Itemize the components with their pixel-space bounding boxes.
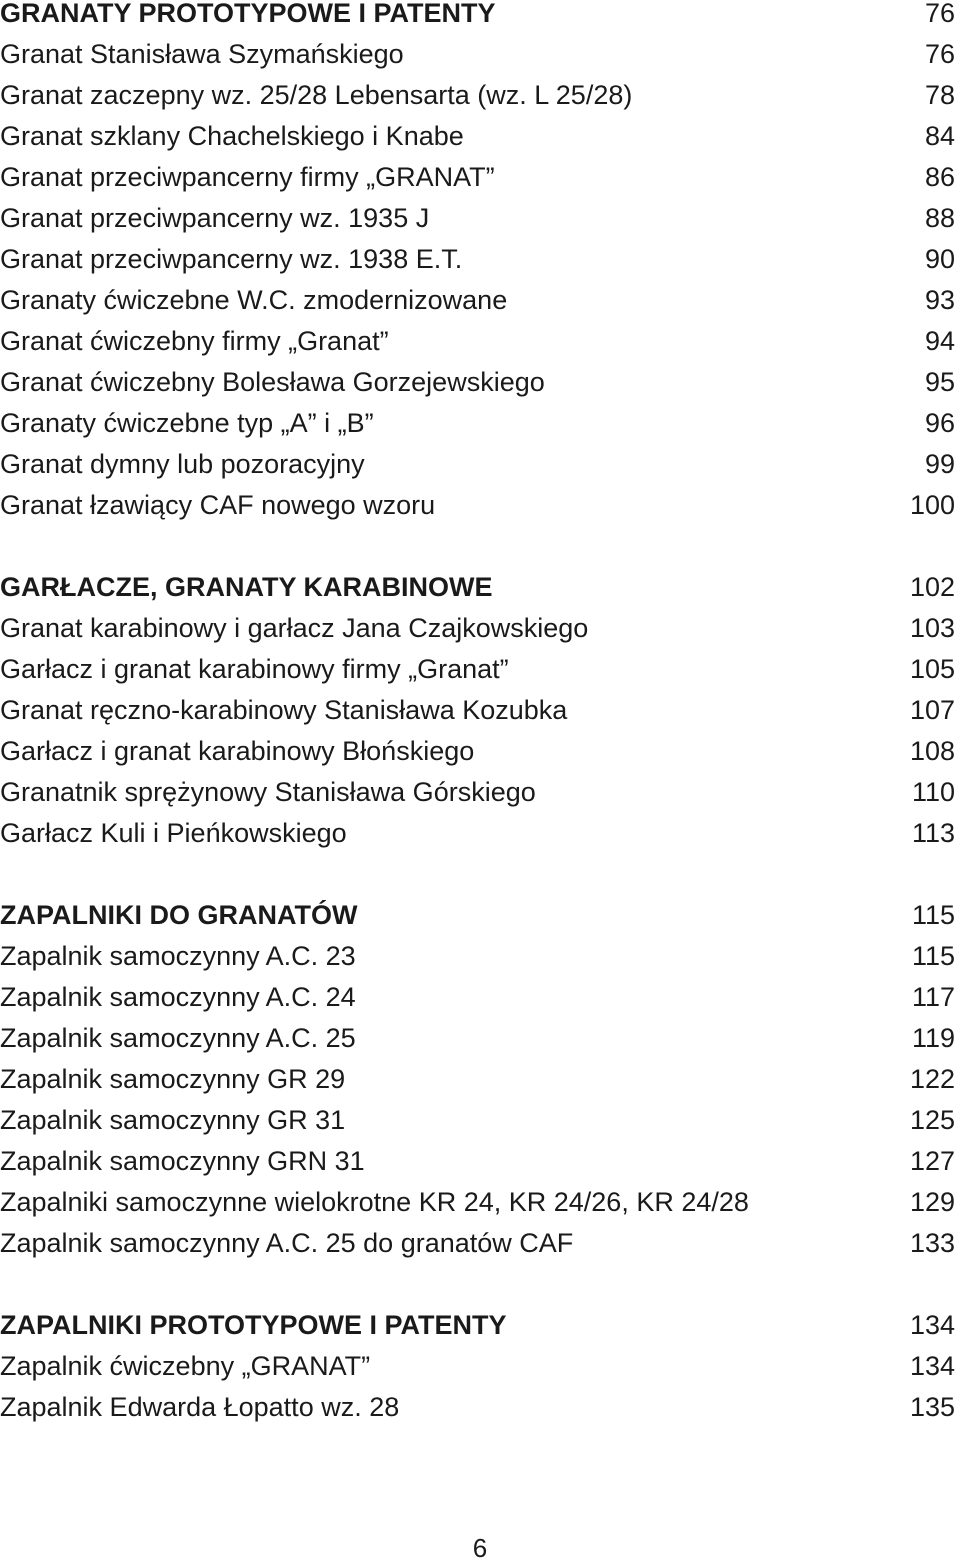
toc-entry-title: Granat przeciwpancerny wz. 1938 E.T. bbox=[0, 244, 463, 274]
toc-entry-title: Granatnik sprężynowy Stanisława Górskiego bbox=[0, 777, 536, 807]
section-heading-title: ZAPALNIKI DO GRANATÓW bbox=[0, 900, 358, 930]
toc-section bbox=[0, 0, 960, 526]
toc-entry-page: 133 bbox=[909, 1228, 955, 1258]
toc-entry-page: 113 bbox=[911, 818, 955, 848]
toc-entry bbox=[0, 1223, 960, 1264]
section-heading bbox=[0, 895, 960, 936]
toc-entry bbox=[0, 1387, 960, 1428]
toc-entry bbox=[0, 1059, 960, 1100]
section-heading-page: 134 bbox=[909, 1310, 955, 1340]
section-heading bbox=[0, 1305, 960, 1346]
section-heading-page: 76 bbox=[924, 0, 955, 28]
toc-entry-page: 134 bbox=[909, 1351, 955, 1381]
toc-entry-page: 76 bbox=[924, 39, 955, 69]
toc-entry-title: Granat łzawiący CAF nowego wzoru bbox=[0, 490, 436, 520]
toc-entry bbox=[0, 116, 960, 157]
page-number: 6 bbox=[472, 1533, 488, 1563]
toc-entry-page: 94 bbox=[924, 326, 955, 356]
toc-entry-title: Granaty ćwiczebne W.C. zmodernizowane bbox=[0, 285, 508, 315]
toc-entry-title: Granat karabinowy i garłacz Jana Czajkowskiego bbox=[0, 613, 589, 643]
section-heading-title: ZAPALNIKI PROTOTYPOWE I PATENTY bbox=[0, 1310, 507, 1340]
toc-entry bbox=[0, 239, 960, 280]
toc-entry bbox=[0, 649, 960, 690]
toc-entry-title: Granat przeciwpancerny wz. 1935 J bbox=[0, 203, 430, 233]
toc-entry-page: 135 bbox=[909, 1392, 955, 1422]
toc-entry bbox=[0, 772, 960, 813]
toc-section bbox=[0, 1305, 960, 1428]
toc-entry-page: 93 bbox=[924, 285, 955, 315]
toc-entry-title: Garłacz i granat karabinowy Błońskiego bbox=[0, 736, 475, 766]
toc-entry bbox=[0, 936, 960, 977]
toc-entry bbox=[0, 75, 960, 116]
toc-entry-title: Granat przeciwpancerny firmy „GRANAT” bbox=[0, 162, 495, 192]
toc-entry-page: 78 bbox=[924, 80, 955, 110]
toc-entry bbox=[0, 157, 960, 198]
toc-entry-title: Granat ćwiczebny firmy „Granat” bbox=[0, 326, 389, 356]
toc-entry-title: Granat szklany Chachelskiego i Knabe bbox=[0, 121, 464, 151]
toc-entry bbox=[0, 485, 960, 526]
toc-entry-title: Garłacz i granat karabinowy firmy „Granat” bbox=[0, 654, 509, 684]
toc-entry-title: Zapalnik samoczynny GR 29 bbox=[0, 1064, 346, 1094]
toc-entry bbox=[0, 1346, 960, 1387]
toc-entry bbox=[0, 362, 960, 403]
toc-entry-page: 95 bbox=[924, 367, 955, 397]
toc-entry-title: Granat Stanisława Szymańskiego bbox=[0, 39, 404, 69]
toc-entry-title: Zapalnik samoczynny A.C. 25 do granatów CAF bbox=[0, 1228, 574, 1258]
toc-entry-page: 122 bbox=[909, 1064, 955, 1094]
toc-entry-title: Zapalniki samoczynne wielokrotne KR 24, KR 24/26, KR 24/28 bbox=[0, 1187, 749, 1217]
toc-section bbox=[0, 895, 960, 1264]
toc-section bbox=[0, 567, 960, 854]
toc-entry bbox=[0, 1141, 960, 1182]
section-heading-page: 115 bbox=[911, 900, 955, 930]
toc-entry-page: 86 bbox=[924, 162, 955, 192]
toc-entry-page: 117 bbox=[911, 982, 955, 1012]
toc-entry-page: 100 bbox=[909, 490, 955, 520]
toc-entry-page: 125 bbox=[909, 1105, 955, 1135]
toc-entry-page: 88 bbox=[924, 203, 955, 233]
toc-entry-title: Zapalnik samoczynny A.C. 25 bbox=[0, 1023, 356, 1053]
toc-entry-page: 99 bbox=[924, 449, 955, 479]
section-heading bbox=[0, 0, 960, 34]
toc-entry bbox=[0, 813, 960, 854]
toc-entry bbox=[0, 280, 960, 321]
toc-entry-title: Granat ćwiczebny Bolesława Gorzejewskiego bbox=[0, 367, 545, 397]
toc-entry-title: Zapalnik Edwarda Łopatto wz. 28 bbox=[0, 1392, 400, 1422]
toc-entry bbox=[0, 444, 960, 485]
toc-entry bbox=[0, 1182, 960, 1223]
toc-entry-title: Zapalnik ćwiczebny „GRANAT” bbox=[0, 1351, 371, 1381]
toc-entry bbox=[0, 1018, 960, 1059]
toc-entry bbox=[0, 321, 960, 362]
toc-entry bbox=[0, 1100, 960, 1141]
toc-entry-page: 110 bbox=[911, 777, 955, 807]
toc-entry-title: Granat dymny lub pozoracyjny bbox=[0, 449, 365, 479]
toc-entry-page: 103 bbox=[909, 613, 955, 643]
toc-entry-title: Granat zaczepny wz. 25/28 Lebensarta (wz. L 25/28) bbox=[0, 80, 633, 110]
toc-entry-page: 115 bbox=[911, 941, 955, 971]
toc-entry-title: Zapalnik samoczynny GRN 31 bbox=[0, 1146, 365, 1176]
section-heading-title: GARŁACZE, GRANATY KARABINOWE bbox=[0, 572, 493, 602]
toc-entry-title: Garłacz Kuli i Pieńkowskiego bbox=[0, 818, 347, 848]
toc-entry-page: 105 bbox=[909, 654, 955, 684]
toc-entry-title: Zapalnik samoczynny A.C. 23 bbox=[0, 941, 356, 971]
toc-entry bbox=[0, 731, 960, 772]
toc-entry-page: 90 bbox=[924, 244, 955, 274]
toc-entry-page: 119 bbox=[911, 1023, 955, 1053]
toc-entry-page: 107 bbox=[909, 695, 955, 725]
toc-entry-title: Zapalnik samoczynny GR 31 bbox=[0, 1105, 346, 1135]
toc-entry bbox=[0, 690, 960, 731]
toc-entry bbox=[0, 34, 960, 75]
toc-entry-title: Granat ręczno-karabinowy Stanisława Kozubka bbox=[0, 695, 568, 725]
toc-entry-title: Zapalnik samoczynny A.C. 24 bbox=[0, 982, 356, 1012]
toc-entry bbox=[0, 608, 960, 649]
toc-entry bbox=[0, 403, 960, 444]
toc-entry-page: 108 bbox=[909, 736, 955, 766]
section-heading-page: 102 bbox=[909, 572, 955, 602]
section-heading bbox=[0, 567, 960, 608]
toc-entry-page: 96 bbox=[924, 408, 955, 438]
toc-entry-title: Granaty ćwiczebne typ „A” i „B” bbox=[0, 408, 374, 438]
toc-entry-page: 84 bbox=[924, 121, 955, 151]
section-heading-title: GRANATY PROTOTYPOWE I PATENTY bbox=[0, 0, 496, 28]
toc-entry bbox=[0, 198, 960, 239]
toc-entry-page: 127 bbox=[909, 1146, 955, 1176]
toc-entry bbox=[0, 977, 960, 1018]
toc-entry-page: 129 bbox=[909, 1187, 955, 1217]
